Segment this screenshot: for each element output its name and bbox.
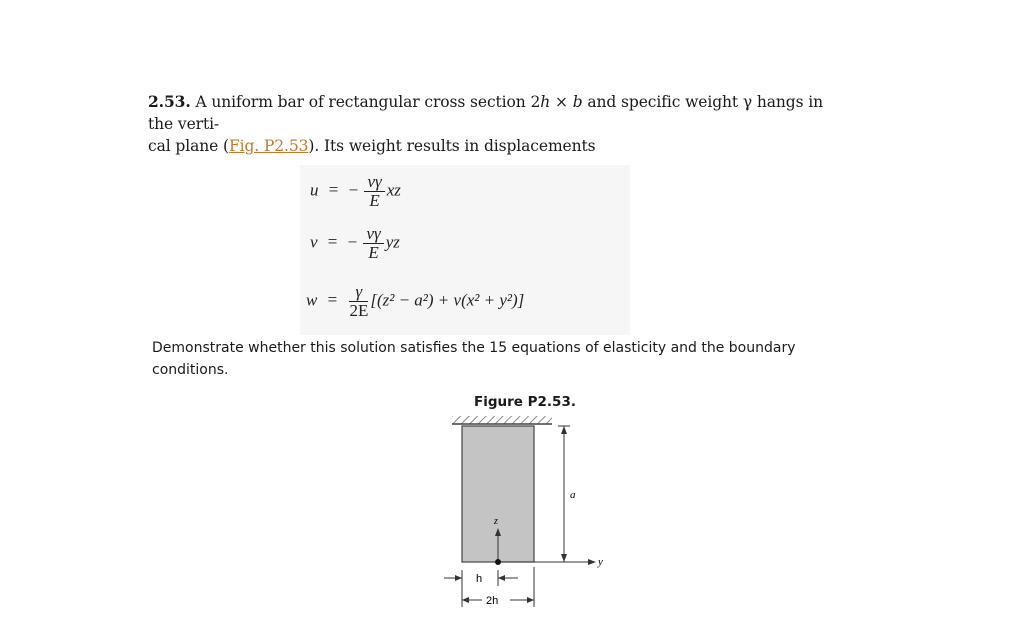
eq-u-denominator: E [369, 191, 380, 210]
eq-v-lhs: v [310, 232, 318, 252]
eq-v-fraction [363, 225, 383, 262]
eq-v-tail: yz [385, 232, 400, 252]
var-b: b [572, 93, 583, 111]
problem-text-2: and specific weight γ hangs in the verti- [148, 93, 824, 133]
dimension-a-arrow-bottom [561, 554, 567, 562]
2h-arrow-left [462, 597, 469, 603]
y-axis-arrow [588, 559, 596, 565]
equation-u [310, 173, 401, 210]
label-h: h [476, 573, 483, 585]
eq-w-denominator: 2E [349, 301, 369, 320]
2h-arrow-right [527, 597, 534, 603]
eq-w-lhs: w [306, 290, 318, 310]
eq-u-tail: xz [386, 180, 401, 200]
h-arrow-left [455, 575, 462, 581]
eq-w-numerator: γ [349, 283, 368, 302]
eq-w-equals: = [327, 290, 338, 310]
var-h: h [540, 93, 551, 111]
label-a: a [570, 489, 576, 501]
h-arrow-right [498, 575, 505, 581]
figure-link[interactable]: Fig. P2.53 [228, 137, 309, 155]
demonstrate-text: Demonstrate whether this solution satisfies the 15 equations of elasticity and the boundary conditions. [152, 340, 796, 378]
origin-point [495, 559, 501, 565]
figure-caption: Figure P2.53. [474, 394, 576, 410]
eq-w-tail: [(z² − a²) + ν(x² + y²)] [370, 290, 525, 310]
dimension-a-arrow-top [561, 426, 567, 434]
problem-text-3: cal plane ( [148, 137, 229, 155]
problem-number: 2.53. [148, 92, 191, 111]
eq-v-equals: = [327, 232, 338, 252]
problem-text-4: ). Its weight results in displacements [308, 137, 596, 155]
eq-v-minus: − [347, 232, 358, 252]
eq-u-fraction [364, 173, 384, 210]
label-y: y [598, 556, 603, 568]
problem-statement [148, 91, 828, 157]
times-sign: × [550, 93, 573, 111]
equation-v [310, 225, 400, 262]
ceiling-hatch [452, 416, 552, 424]
eq-u-lhs: u [310, 180, 319, 200]
label-2h: 2h [486, 595, 499, 607]
problem-text-1: A uniform bar of rectangular cross section 2 [190, 93, 541, 111]
eq-u-equals: = [328, 180, 339, 200]
eq-v-denominator: E [368, 243, 379, 262]
equations-image [300, 165, 630, 335]
eq-w-fraction [349, 283, 368, 320]
eq-v-numerator: νγ [363, 225, 383, 244]
figure-p2-53 [430, 412, 610, 612]
equation-w [306, 283, 524, 320]
eq-u-numerator: νγ [364, 173, 384, 192]
eq-u-minus: − [348, 180, 359, 200]
label-z: z [494, 516, 498, 527]
